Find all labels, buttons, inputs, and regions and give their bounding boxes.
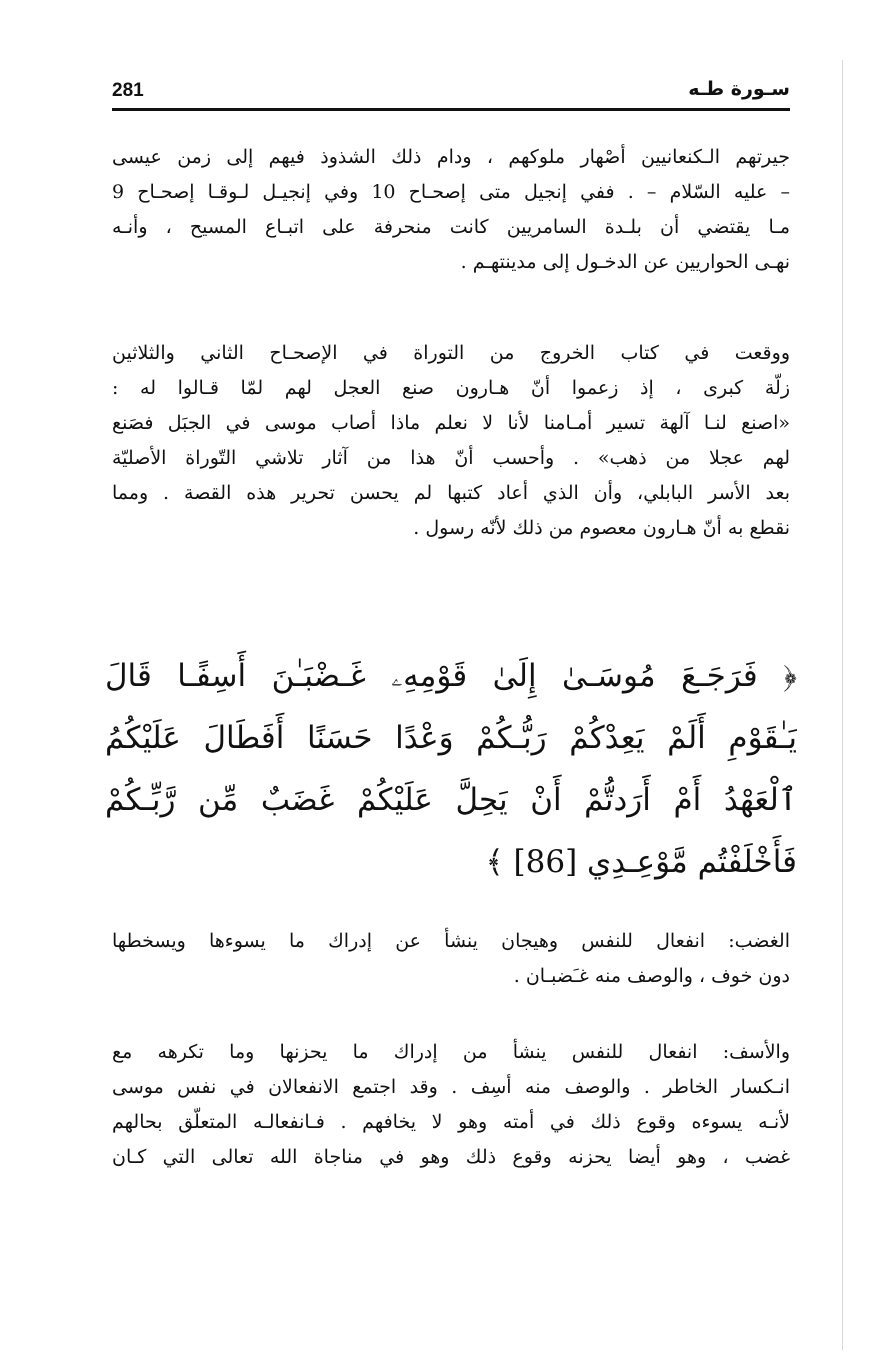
- text-line: لأنـه يسوءه وقوع ذلك في أمته وهو لا يخافهم . فـانفعالـه المتعلّق بحالهم: [112, 1111, 790, 1133]
- paragraph-1: [112, 140, 790, 280]
- running-title: سـورة طـه: [688, 78, 790, 100]
- text-line: «اصنع لنـا آلهة تسير أمـامنا لأنا لا نعلم ماذا أصاب موسى في الجبَل فصَنع: [112, 412, 790, 434]
- text-line: جيرتهم الـكنعانيين أصْهار ملوكهم ، ودام ذلك الشذوذ فيهم إلى زمن عيسى: [112, 146, 790, 168]
- text-line: – عليه السّلام – . ففي إنجيل متى إصحـاح 10 وفي إنجيـل لـوقـا إصحـاح 9: [112, 181, 790, 203]
- note-anger: [112, 924, 790, 994]
- text-line: بعد الأسر البابلي، وأن الذي أعاد كتبها لم يحسن تحرير هذه القصة . ومما: [112, 482, 790, 504]
- verse-line: يَـٰقَوْمِ أَلَمْ يَعِدْكُمْ رَبُّـكُمْ وَعْدًا حَسَنًا أَفَطَالَ عَلَيْكُمُ: [105, 720, 797, 756]
- text-line: زلّة كبرى ، إذ زعموا أنّ هـارون صنع العجل لهم لمّا قـالوا له :: [112, 377, 790, 399]
- page-edge-line: [842, 60, 843, 1350]
- page-number: 281: [112, 80, 144, 101]
- text-line: نقطع به أنّ هـارون معصوم من ذلك لأنّه رسول .: [413, 517, 790, 539]
- text-line: نهـى الحواريين عن الدخـول إلى مدينتهـم .: [460, 251, 790, 273]
- verse-line: ﴿ فَرَجَـعَ مُوسَـىٰ إِلَىٰ قَوْمِهِۦ غَـضْبَـٰنَ أَسِفًـا قَالَ: [105, 658, 797, 694]
- text-line: الغضب: انفعال للنفس وهيجان ينشأ عن إدراك ما يسوءها ويسخطها: [112, 930, 790, 952]
- quran-verse: [105, 645, 797, 893]
- text-line: غضب ، وهو أيضا يحزنه وقوع ذلك وهو في مناجاة الله تعالى التي كـان: [112, 1146, 790, 1168]
- verse-line: ٱلْعَهْدُ أَمْ أَرَدتُّمْ أَنْ يَحِلَّ عَلَيْكُمْ غَضَبٌ مِّن رَّبِّـكُمْ: [105, 782, 797, 818]
- text-line: مـا يقتضي أن بلـدة السامريين كانت منحرفة على اتبـاع المسيح ، وأنـه: [112, 216, 790, 238]
- text-line: لهم عجلا من ذهب» . وأحسب أنّ هذا من آثار تلاشي التّوراة الأصليّة: [112, 447, 790, 469]
- text-line: دون خوف ، والوصف منه غـَضبـان .: [513, 965, 790, 987]
- header-rule: [112, 108, 790, 111]
- page-header: [112, 80, 790, 110]
- note-sorrow: [112, 1035, 790, 1175]
- text-line: انـكسار الخاطر . والوصف منه أسِف . وقد اجتمع الانفعالان في نفس موسى: [112, 1076, 790, 1098]
- text-line: ووقعت في كتاب الخروج من التوراة في الإصحـاح الثاني والثلاثين: [112, 342, 790, 364]
- text-line: والأسف: انفعال للنفس ينشأ من إدراك ما يحزنها وما تكرهه مع: [112, 1041, 790, 1063]
- verse-line: فَأَخْلَفْتُم مَّوْعِـدِي [86] ﴾: [485, 844, 797, 880]
- paragraph-2: [112, 336, 790, 546]
